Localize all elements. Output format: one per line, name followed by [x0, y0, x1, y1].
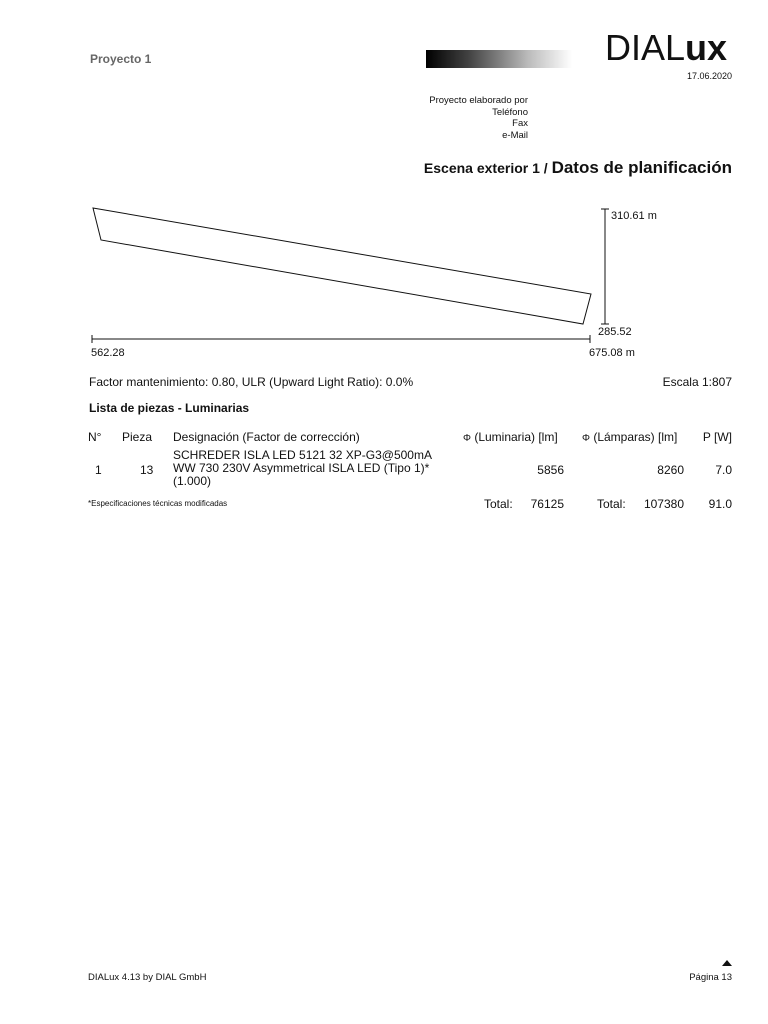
- contact-phone: Teléfono: [492, 106, 528, 118]
- y-top-label: 310.61 m: [611, 210, 657, 222]
- scene-name: Escena exterior 1 /: [423, 160, 552, 176]
- page-title: [424, 158, 732, 178]
- row-number: 1: [95, 463, 102, 477]
- total-power: 91.0: [708, 497, 732, 511]
- x-left-label: 562.28: [91, 347, 125, 359]
- header-power: P [W]: [702, 430, 732, 444]
- total-flux-luminaire: 76125: [530, 497, 564, 511]
- header-flux-lamps: Φ (Lámparas) [lm]: [582, 430, 678, 444]
- row-flux-luminaire: 5856: [537, 463, 564, 477]
- contact-email: e-Mail: [502, 129, 528, 141]
- header-number: N°: [88, 430, 102, 444]
- project-name: Proyecto 1: [90, 52, 152, 66]
- total-label-lamps: Total:: [597, 497, 626, 511]
- row-designation: [173, 449, 448, 488]
- designation-line: SCHREDER ISLA LED 5121 32 XP-G3@500mA: [173, 448, 432, 462]
- page-up-arrow-icon: [722, 960, 732, 966]
- parts-list-title: Lista de piezas - Luminarias: [89, 401, 250, 415]
- designation-line: (1.000): [173, 474, 212, 488]
- header-gradient-bar: [426, 50, 572, 68]
- footer-software: DIALux 4.13 by DIAL GmbH: [88, 972, 207, 983]
- site-outline: [93, 208, 591, 324]
- site-plan-drawing: [0, 195, 768, 365]
- phi-symbol: Φ: [463, 433, 471, 444]
- page-number: Página 13: [689, 972, 732, 983]
- header-flux-luminaire: Φ (Luminaria) [lm]: [463, 430, 558, 444]
- contact-prepared-by: Proyecto elaborado por: [429, 95, 528, 106]
- y-bottom-label: 285.52: [598, 326, 632, 338]
- contact-block: [429, 95, 528, 141]
- footnote: *Especificaciones técnicas modificadas: [88, 499, 228, 508]
- maintenance-factor: Factor mantenimiento: 0.80, ULR (Upward Light Ratio): 0.0%: [89, 375, 414, 389]
- x-right-label: 675.08 m: [589, 347, 635, 359]
- row-flux-lamps: 8260: [657, 463, 684, 477]
- section-name: Datos de planificación: [551, 158, 732, 177]
- total-flux-lamps: 107380: [643, 497, 684, 511]
- header-pieza: Pieza: [122, 430, 153, 444]
- header-designation: Designación (Factor de corrección): [173, 430, 360, 444]
- contact-fax: Fax: [512, 118, 528, 129]
- row-power: 7.0: [715, 463, 732, 477]
- phi-symbol: Φ: [582, 433, 590, 444]
- designation-line: WW 730 230V Asymmetrical ISLA LED (Tipo 1)*: [173, 461, 430, 475]
- scale-label: Escala 1:807: [662, 375, 732, 389]
- report-date: 17.06.2020: [686, 71, 732, 81]
- total-label-luminaire: Total:: [484, 497, 513, 511]
- row-pieza: 13: [140, 463, 154, 477]
- dialux-logo: DIALux: [605, 27, 728, 68]
